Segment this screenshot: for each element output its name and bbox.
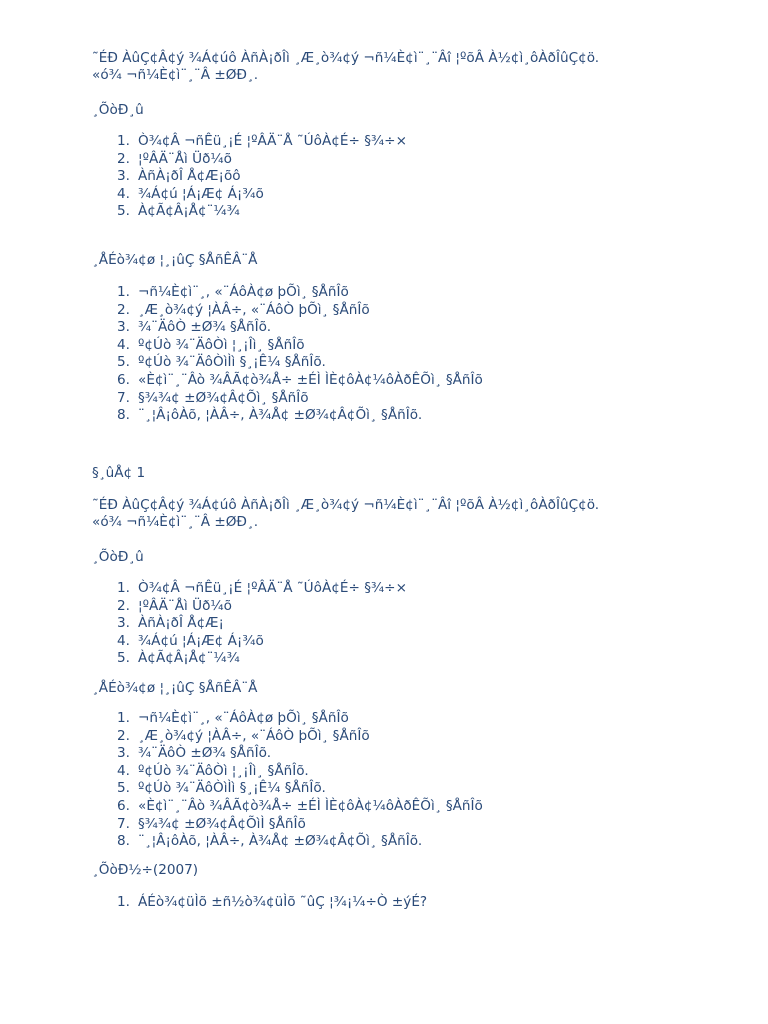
list-item: 2. ¦ºÂÄ¨Åì Üð¼õ: [117, 150, 232, 167]
list-item: 4. º¢Úò ¾¨ÄôÒì ¦¸¡Îì¸ §ÅñÎõ: [117, 336, 305, 353]
list-item: 1. ÁÉò¾¢üÌõ ±ñ½ò¾¢üÌõ ˜ûÇ ¦¾¡¼÷Ò ±ýÉ?: [117, 894, 428, 910]
intro-line-1: ˜ÉÐ ÀûÇ¢Â¢ý ¾Á¢úô ÀñÀ¡ðÎì ¸Æ¸ò¾¢ý ¬ñ¼È¢ì¨¸¨Âî ¦ºõÂ À½¢ì¸ôÀðÎûÇ¢ö.: [92, 50, 600, 66]
intro-line-2: «ó¾ ¬ñ¼È¢ì¨¸¨Â ±ØÐ¸.: [92, 514, 259, 530]
list-item: 4. º¢Úò ¾¨ÄôÒì ¦¸¡Îì¸ §ÅñÎõ.: [117, 762, 309, 779]
section-b-heading-1: ¸ÕòÐ¸û: [92, 549, 144, 565]
section-a-heading-1: ¸ÕòÐ¸û: [92, 102, 144, 118]
list-item: 3. ÀñÀ¡ðÎ Å¢Æ¡: [117, 615, 224, 632]
list-item: 2. ¸Æ¸ò¾¢ý ¦ÀÂ÷, «¨ÁôÒ þÕì¸ §ÅñÎõ: [117, 727, 370, 744]
intro-line-2: «ó¾ ¬ñ¼È¢ì¨¸¨Â ±ØÐ¸.: [92, 67, 259, 83]
section-a-intro: [0, 50, 768, 84]
list-item: 6. «È¢ì¨¸¨Âò ¾ÂÃ¢ò¾Å÷ ±ÉÌ ÌÈ¢ôÀ¢¼ôÀðÊÕì¸ §ÅñÎõ: [117, 371, 483, 388]
section-b-intro: [0, 497, 768, 531]
intro-line-1: ˜ÉÐ ÀûÇ¢Â¢ý ¾Á¢úô ÀñÀ¡ðÎì ¸Æ¸ò¾¢ý ¬ñ¼È¢ì¨¸¨Âî ¦ºõÂ À½¢ì¸ôÀðÎûÇ¢ö.: [92, 497, 600, 513]
list-item: 2. ¸Æ¸ò¾¢ý ¦ÀÂ÷, «¨ÁôÒ þÕì¸ §ÅñÎõ: [117, 301, 370, 318]
section-b-list-2-wrap: [0, 710, 768, 851]
section-b-heading-2-wrap: [0, 680, 768, 697]
section-b-label-wrap: [0, 465, 768, 482]
section-a-heading-2: ¸ÅÉò¾¢ø ¦¸¡ûÇ §ÅñÊÂ¨Å: [92, 252, 258, 268]
section-a-heading-1-wrap: [0, 102, 768, 119]
list-item: 6. «È¢ì¨¸¨Âò ¾ÂÃ¢ò¾Å÷ ±ÉÌ ÌÈ¢ôÀ¢¼ôÀðÊÕì¸ §ÅñÎõ: [117, 797, 483, 814]
list-item: 7. §¾¾¢ ±Ø¾¢Â¢Õì¸ §ÅñÎõ: [117, 389, 309, 406]
section-b-heading-2: ¸ÅÉò¾¢ø ¦¸¡ûÇ §ÅñÊÂ¨Å: [92, 680, 258, 696]
list-item: 3. ¾¨ÄôÒ ±Ø¾ §ÅñÎõ.: [117, 745, 272, 762]
section-b-list-3: [0, 894, 768, 912]
section-a-list-1: [0, 133, 768, 221]
list-item: 1. Ò¾¢Â ¬ñÊü¸¡É ¦ºÂÄ¨Å ˜ÚôÀ¢É÷ §¾÷×: [117, 133, 407, 149]
section-b-list-3-wrap: [0, 894, 768, 912]
list-item: 7. §¾¾¢ ±Ø¾¢Â¢ÕìÌ §ÅñÎõ: [117, 815, 306, 832]
section-a-list-2: [0, 284, 768, 425]
section-b-heading-3: ¸ÕòÐ½÷(2007): [92, 862, 199, 878]
list-item: 3. ¾¨ÄôÒ ±Ø¾ §ÅñÎõ.: [117, 319, 272, 336]
section-b-heading-3-wrap: [0, 862, 768, 879]
section-a-heading-2-wrap: [0, 252, 768, 269]
list-item: 8. ¨¸¦Â¡ôÀõ, ¦ÀÂ÷, À¾Å¢ ±Ø¾¢Â¢Õì¸ §ÅñÎõ.: [117, 833, 423, 850]
section-a-list-2-wrap: [0, 284, 768, 425]
list-item: 1. ¬ñ¼È¢ì¨¸, «¨ÁôÀ¢ø þÕì¸ §ÅñÎõ: [117, 710, 349, 726]
list-item: 5. À¢Ã¢Â¡Å¢¨¼¾: [117, 650, 240, 667]
section-b-list-2: [0, 710, 768, 851]
section-b-heading-1-wrap: [0, 549, 768, 566]
list-item: 3. ÀñÀ¡ðÎ Å¢Æ¡õô: [117, 168, 241, 185]
question-label: §¸ûÅ¢ 1: [92, 465, 146, 481]
list-item: 8. ¨¸¦Â¡ôÀõ, ¦ÀÂ÷, À¾Å¢ ±Ø¾¢Â¢Õì¸ §ÅñÎõ.: [117, 407, 423, 424]
list-item: 5. º¢Úò ¾¨ÄôÒìÌì §¸¡Ê¼ §ÅñÎõ.: [117, 354, 326, 371]
section-b-list-1-wrap: [0, 580, 768, 668]
list-item: 2. ¦ºÂÄ¨Åì Üð¼õ: [117, 597, 232, 614]
list-item: 5. À¢Ã¢Â¡Å¢¨¼¾: [117, 203, 240, 220]
section-b-list-1: [0, 580, 768, 668]
list-item: 4. ¾Á¢ú ¦Á¡Æ¢ Á¡¾õ: [117, 185, 264, 202]
list-item: 1. Ò¾¢Â ¬ñÊü¸¡É ¦ºÂÄ¨Å ˜ÚôÀ¢É÷ §¾÷×: [117, 580, 407, 596]
list-item: 1. ¬ñ¼È¢ì¨¸, «¨ÁôÀ¢ø þÕì¸ §ÅñÎõ: [117, 284, 349, 300]
list-item: 5. º¢Úò ¾¨ÄôÒìÌì §¸¡Ê¼ §ÅñÎõ.: [117, 780, 326, 797]
list-item: 4. ¾Á¢ú ¦Á¡Æ¢ Á¡¾õ: [117, 632, 264, 649]
section-a-list-1-wrap: [0, 133, 768, 221]
